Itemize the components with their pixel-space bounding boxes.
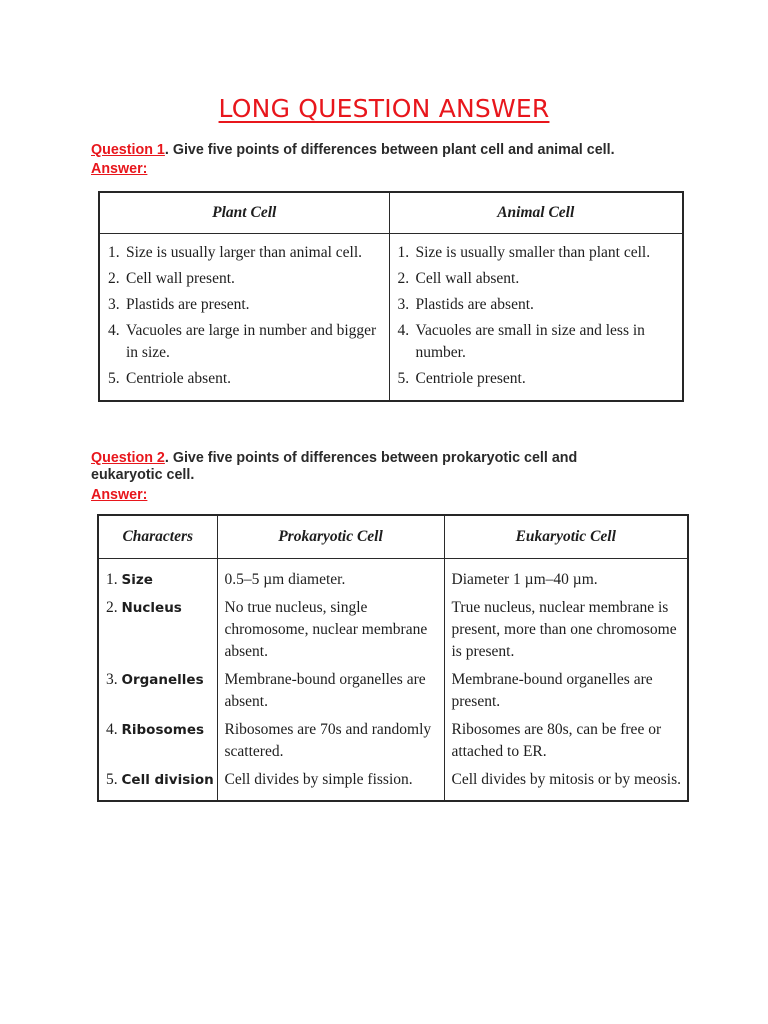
- list-item: 3. Plastids are present.: [108, 296, 250, 313]
- prokaryotic-cell: Ribosomes are 70s and randomly scattered.: [217, 716, 444, 766]
- question-1-label: Question 1: [91, 142, 165, 158]
- header-characters: Characters: [98, 515, 217, 559]
- list-item: 1. Size is usually larger than animal cell.: [108, 244, 363, 261]
- list-item: 4. Vacuoles are small in size and less in number.: [397, 322, 645, 361]
- list-item: 5. Centriole present.: [397, 370, 526, 387]
- answer-2-label: Answer:: [91, 487, 148, 503]
- animal-cell-column: [389, 234, 683, 402]
- question-1: [91, 142, 615, 159]
- character-cell: 1. Size: [98, 559, 217, 595]
- header-plant-cell: Plant Cell: [99, 192, 389, 234]
- question-2: [91, 450, 577, 484]
- table-row: [98, 766, 688, 801]
- eukaryotic-cell: Ribosomes are 80s, can be free or attached to ER.: [444, 716, 688, 766]
- table-row: [98, 559, 688, 595]
- list-item: 2. Cell wall absent.: [397, 270, 520, 287]
- eukaryotic-cell: Cell divides by mitosis or by meosis.: [444, 766, 688, 801]
- answer-1-label: Answer:: [91, 161, 148, 177]
- prokaryotic-cell: Membrane-bound organelles are absent.: [217, 666, 444, 716]
- page-title: LONG QUESTION ANSWER: [218, 94, 550, 123]
- prokaryotic-cell: No true nucleus, single chromosome, nuclear membrane absent.: [217, 594, 444, 666]
- list-item: 2. Cell wall present.: [108, 270, 235, 287]
- question-1-text: . Give five points of differences between plant cell and animal cell.: [164, 142, 615, 158]
- table-row: [98, 716, 688, 766]
- character-cell: 4. Ribosomes: [98, 716, 217, 766]
- header-animal-cell: Animal Cell: [389, 192, 683, 234]
- question-2-text: . Give five points of differences between prokaryotic cell and: [164, 450, 578, 466]
- header-eukaryotic-cell: Eukaryotic Cell: [444, 515, 688, 559]
- prokaryotic-eukaryotic-table: [97, 514, 689, 802]
- character-cell: 5. Cell division: [98, 766, 217, 801]
- eukaryotic-cell: Membrane-bound organelles are present.: [444, 666, 688, 716]
- prokaryotic-cell: 0.5–5 µm diameter.: [217, 559, 444, 595]
- list-item: 3. Plastids are absent.: [397, 296, 534, 313]
- list-item: 1. Size is usually smaller than plant cell.: [397, 244, 651, 261]
- table-row: [98, 594, 688, 666]
- list-item: 5. Centriole absent.: [108, 370, 232, 387]
- prokaryotic-cell: Cell divides by simple fission.: [217, 766, 444, 801]
- character-cell: 2. Nucleus: [98, 594, 217, 666]
- plant-animal-table: [98, 191, 684, 402]
- eukaryotic-cell: Diameter 1 µm–40 µm.: [444, 559, 688, 595]
- plant-cell-column: [99, 234, 389, 402]
- table-row: [98, 666, 688, 716]
- list-item: 4. Vacuoles are large in number and bigger in size.: [108, 322, 377, 361]
- header-prokaryotic-cell: Prokaryotic Cell: [217, 515, 444, 559]
- eukaryotic-cell: True nucleus, nuclear membrane is present, more than one chromosome is present.: [444, 594, 688, 666]
- character-cell: 3. Organelles: [98, 666, 217, 716]
- question-2-label: Question 2: [91, 450, 165, 466]
- question-2-text-line2: eukaryotic cell.: [91, 467, 195, 483]
